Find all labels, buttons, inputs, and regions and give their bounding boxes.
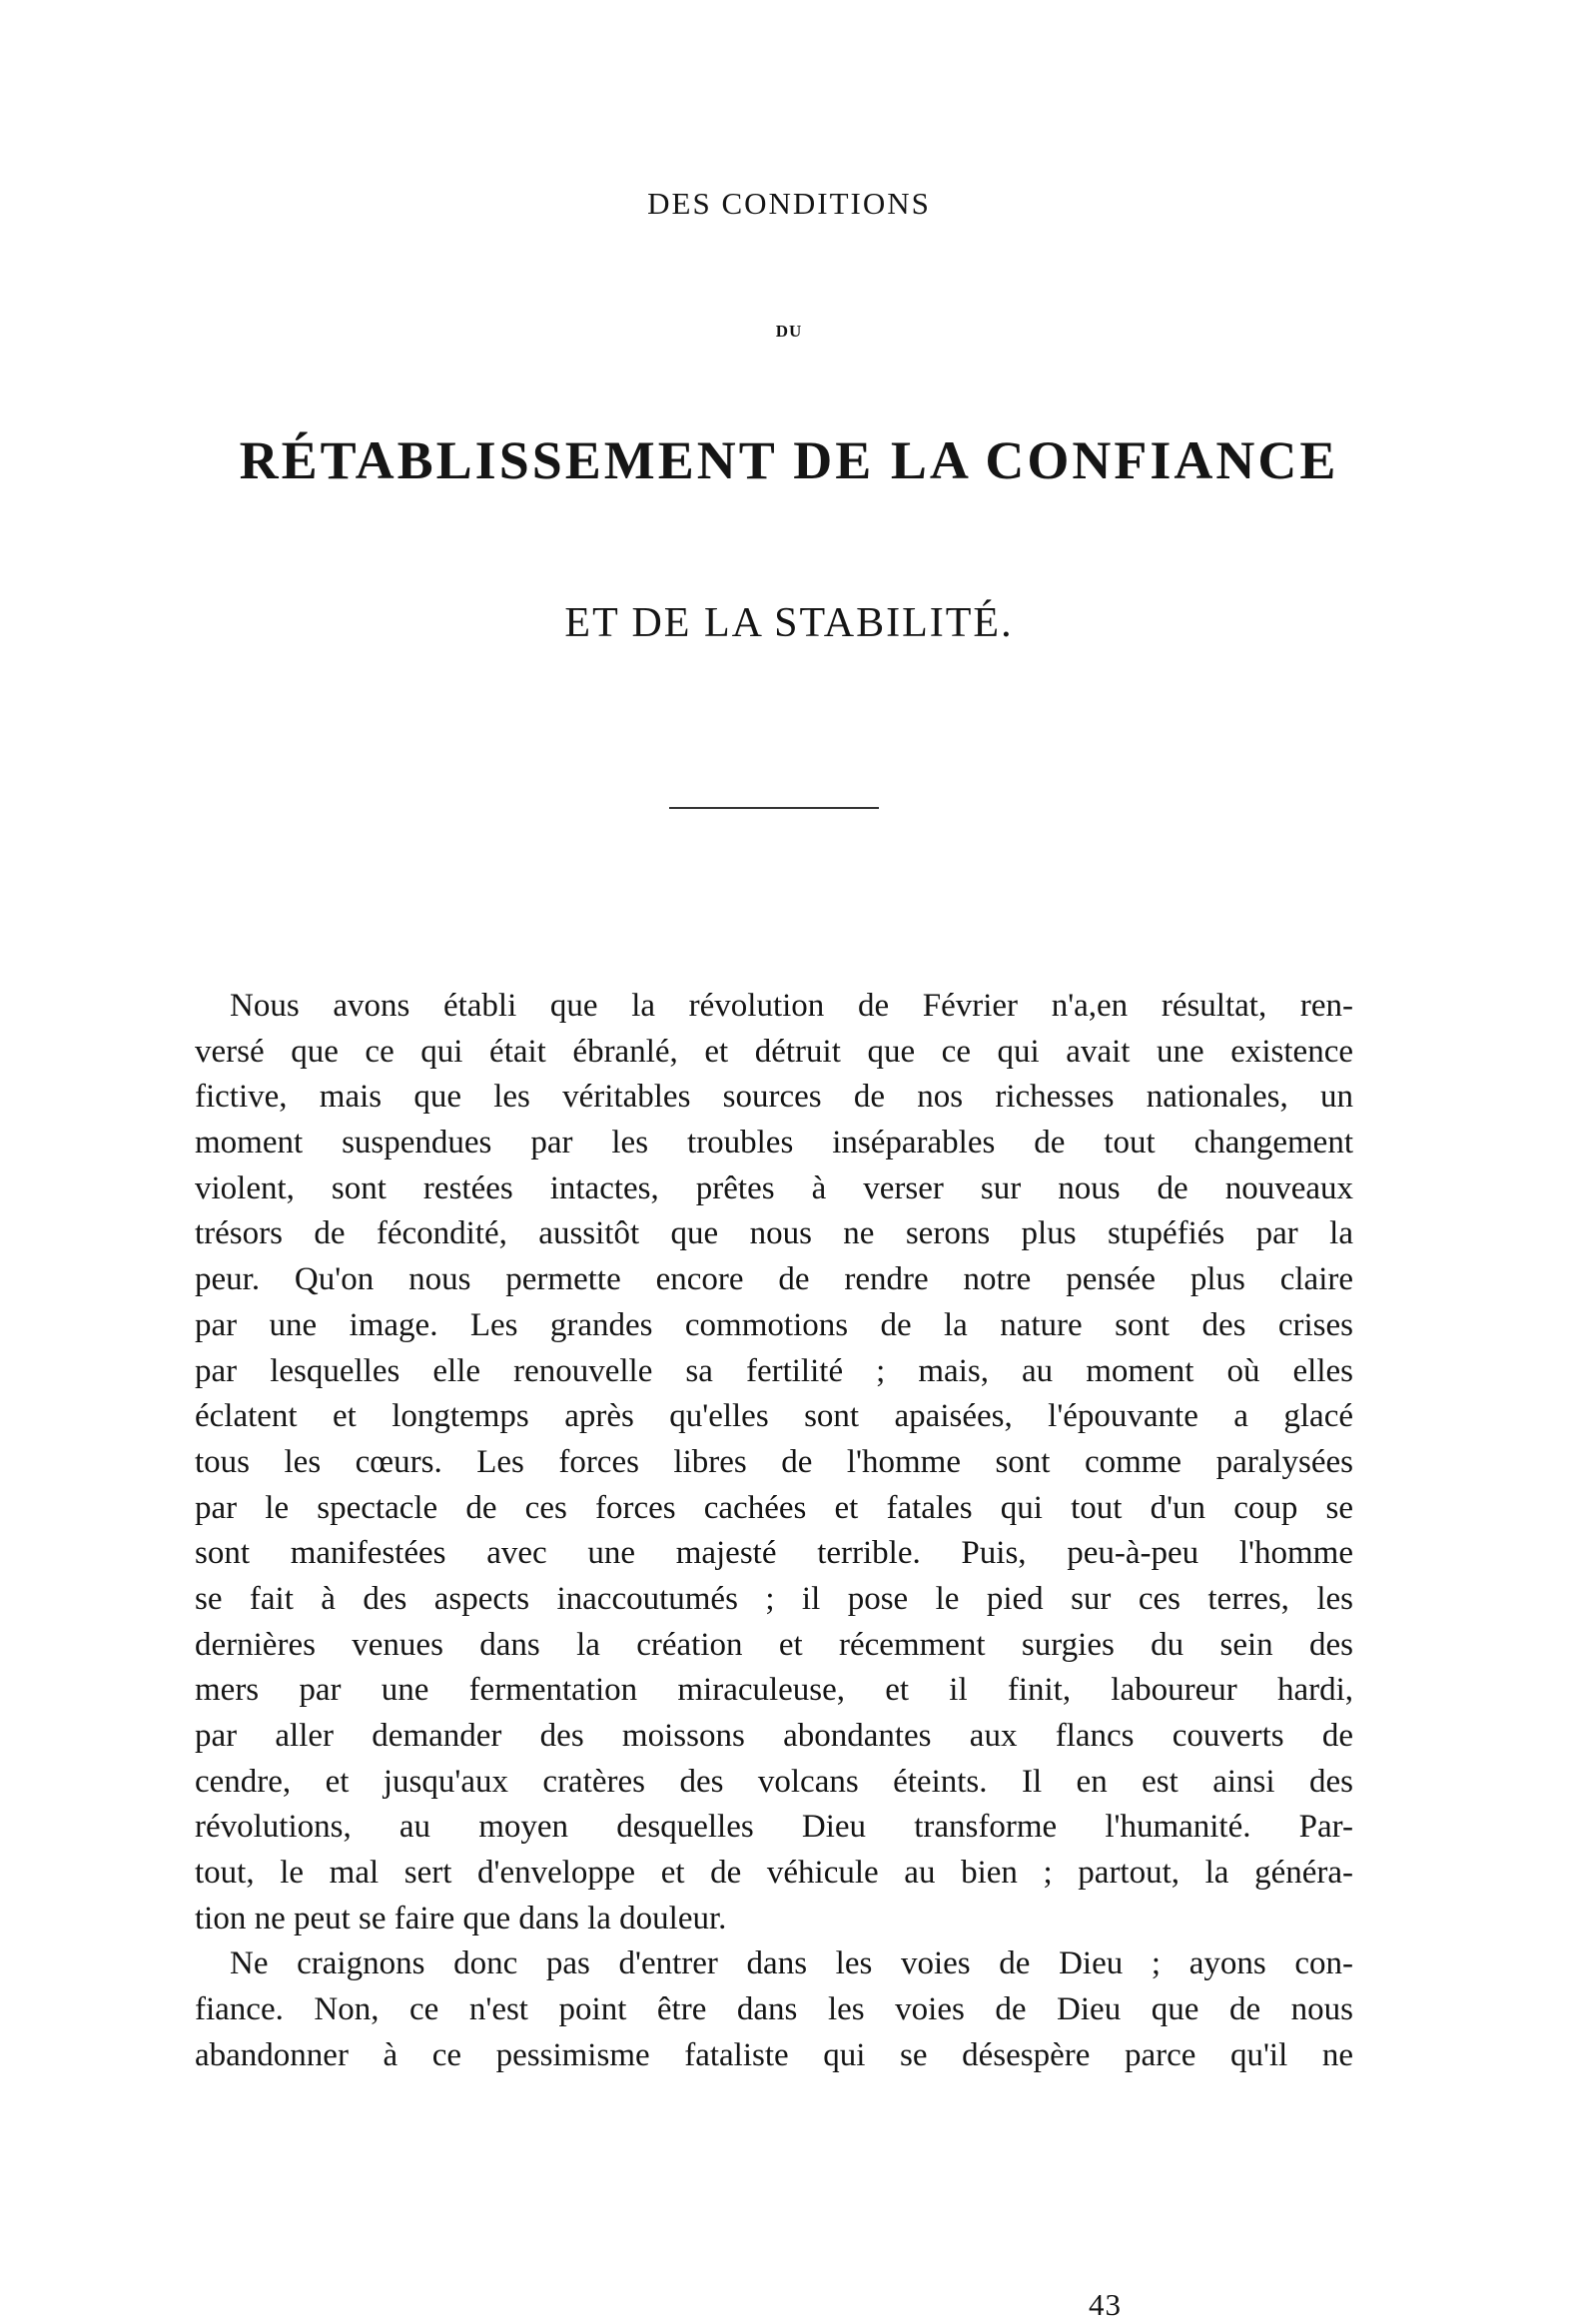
text-line: révolutions, au moyen desquelles Dieu transforme l'humanité. Par- (195, 1809, 1353, 1846)
text-line: mers par une fermentation miraculeuse, et il finit, laboureur hardi, (195, 1672, 1353, 1709)
text-line: Ne craignons donc pas d'entrer dans les voies de Dieu ; ayons con- (230, 1945, 1353, 1982)
text-line: fictive, mais que les véritables sources de nos richesses nationales, un (195, 1079, 1353, 1116)
page-number: 43 (1089, 2287, 1122, 2322)
section-divider (669, 807, 879, 809)
text-line: tion ne peut se faire que dans la douleur. (195, 1900, 727, 1937)
text-line: par le spectacle de ces forces cachées et fatales qui tout d'un coup se (195, 1489, 1353, 1526)
heading-line-4: ET DE LA STABILITÉ. (564, 600, 1014, 646)
text-line: moment suspendues par les troubles inséparables de tout changement (195, 1125, 1353, 1162)
heading-line-3: RÉTABLISSEMENT DE LA CONFIANCE (239, 430, 1339, 490)
text-line: abandonner à ce pessimisme fataliste qui se désespère parce qu'il ne (195, 2036, 1353, 2073)
text-line: se fait à des aspects inaccoutumés ; il pose le pied sur ces terres, les (195, 1580, 1353, 1617)
text-line: par lesquelles elle renouvelle sa fertilité ; mais, au moment où elles (195, 1352, 1353, 1389)
heading-line-1: DES CONDITIONS (647, 186, 931, 221)
body-text (195, 984, 1353, 2079)
text-line: éclatent et longtemps après qu'elles sont apaisées, l'épouvante a glacé (195, 1398, 1353, 1435)
text-line: cendre, et jusqu'aux cratères des volcans éteints. Il en est ainsi des (195, 1763, 1353, 1800)
text-line: violent, sont restées intactes, prêtes à verser sur nous de nouveaux (195, 1169, 1353, 1206)
text-line: tous les cœurs. Les forces libres de l'homme sont comme paralysées (195, 1443, 1353, 1480)
text-line: par une image. Les grandes commotions de la nature sont des crises (195, 1306, 1353, 1343)
text-line: par aller demander des moissons abondantes aux flancs couverts de (195, 1718, 1353, 1754)
text-line: peur. Qu'on nous permette encore de rendre notre pensée plus claire (195, 1261, 1353, 1298)
text-line: fiance. Non, ce n'est point être dans les voies de Dieu que de nous (195, 1991, 1353, 2028)
text-line: tout, le mal sert d'enveloppe et de véhicule au bien ; partout, la généra- (195, 1855, 1353, 1892)
heading-line-2: DU (775, 322, 803, 341)
text-line: versé que ce qui était ébranlé, et détruit que ce qui avait une existence (195, 1033, 1353, 1070)
text-line: dernières venues dans la création et récemment surgies du sein des (195, 1626, 1353, 1663)
text-line: sont manifestées avec une majesté terrible. Puis, peu-à-peu l'homme (195, 1535, 1353, 1572)
text-line: trésors de fécondité, aussitôt que nous ne serons plus stupéfiés par la (195, 1215, 1353, 1252)
text-line: Nous avons établi que la révolution de Février n'a,en résultat, ren- (230, 988, 1353, 1024)
